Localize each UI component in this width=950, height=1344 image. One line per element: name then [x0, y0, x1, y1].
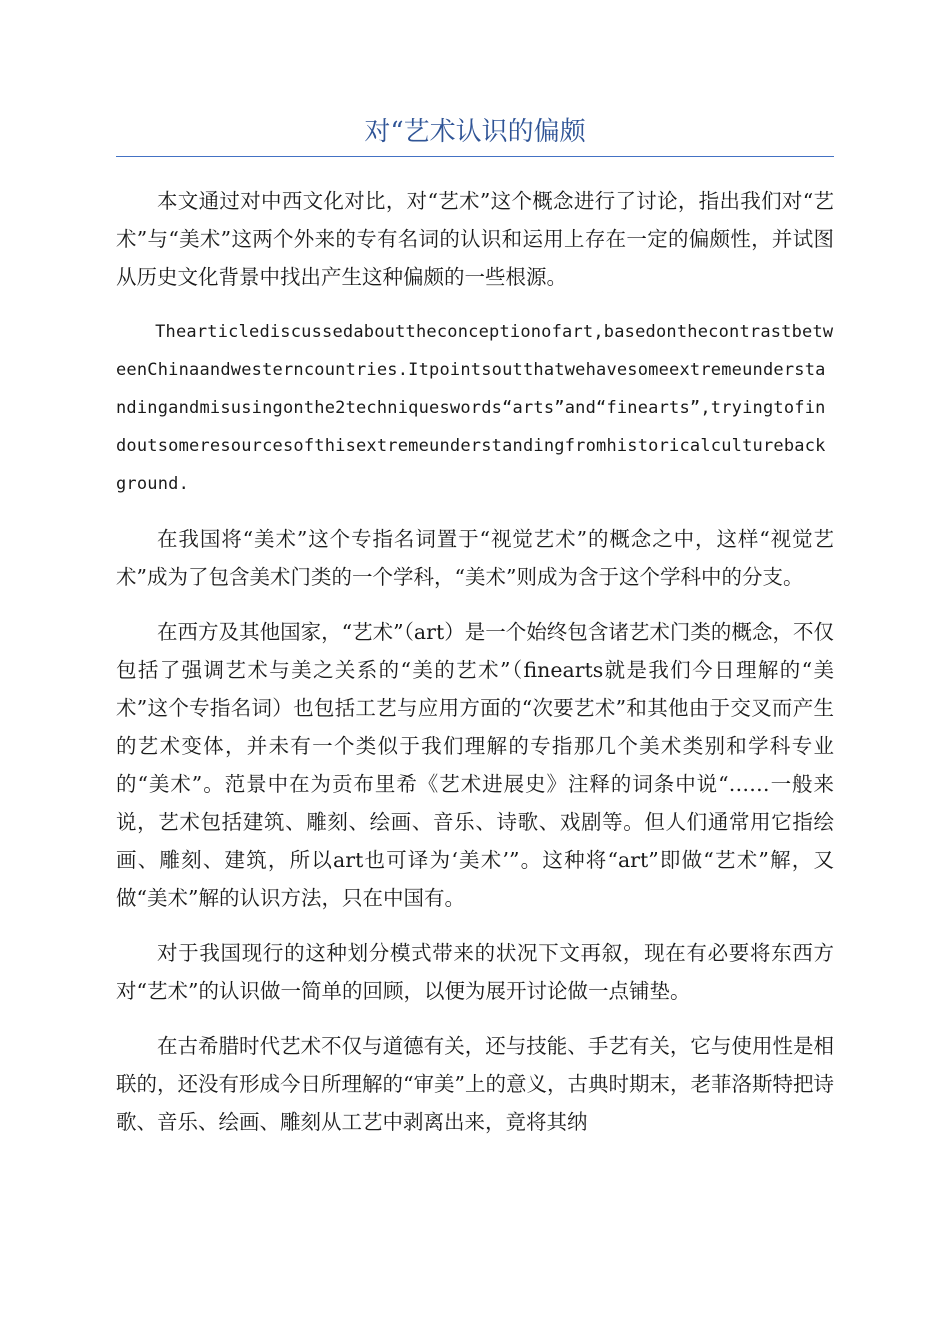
abstract-english: Thearticlediscussedabouttheconceptionofart,basedonthecontrastbetweenChinaandwesterncountries.Itpointsoutthatwehavesomeextremeunderstandingandmisusingonthe2techniqueswords“arts”and“finearts”,tryingtofindoutsomeresourcesofthisextremeunderstandingfromhistoricalculturebackground.: [116, 322, 834, 494]
abstract-chinese: 本文通过对中西文化对比，对“艺术”这个概念进行了讨论，指出我们对“艺术”与“美术”这两个外来的专有名词的认识和运用上存在一定的偏颇性，并试图从历史文化背景中找出产生这种偏颇的一些根源。: [116, 189, 834, 289]
body-paragraph: 对于我国现行的这种划分模式带来的状况下文再叙，现在有必要将东西方对“艺术”的认识做一简单的回顾，以便为展开讨论做一点铺垫。: [116, 941, 834, 1003]
document-page: [116, 110, 834, 1141]
body-paragraph: 在西方及其他国家，“艺术”（art）是一个始终包含诸艺术门类的概念，不仅包括了强调艺术与美之关系的“美的艺术”（finearts就是我们今日理解的“美术”这个专指名词）也包括工艺与应用方面的“次要艺术”和其他由于交叉而产生的艺术变体，并未有一个类似于我们理解的专指那几个美术类别和学科专业的“美术”。范景中在为贡布里希《艺术进展史》注释的词条中说“……一般来说，艺术包括建筑、雕刻、绘画、音乐、诗歌、戏剧等。但人们通常用它指绘画、雕刻、建筑，所以art也可译为‘美术’”。这种将“art”即做“艺术”解，又做“美术”解的认识方法，只在中国有。: [116, 620, 834, 910]
body-paragraph: 在古希腊时代艺术不仅与道德有关，还与技能、手艺有关，它与使用性是相联的，还没有形成今日所理解的“审美”上的意义，古典时期末，老菲洛斯特把诗歌、音乐、绘画、雕刻从工艺中剥离出来，竟将其纳: [116, 1034, 834, 1134]
document-title: 对“艺术认识的偏颇: [116, 110, 834, 157]
body-paragraph: 在我国将“美术”这个专指名词置于“视觉艺术”的概念之中，这样“视觉艺术”成为了包含美术门类的一个学科，“美术”则成为含于这个学科中的分支。: [116, 527, 834, 589]
